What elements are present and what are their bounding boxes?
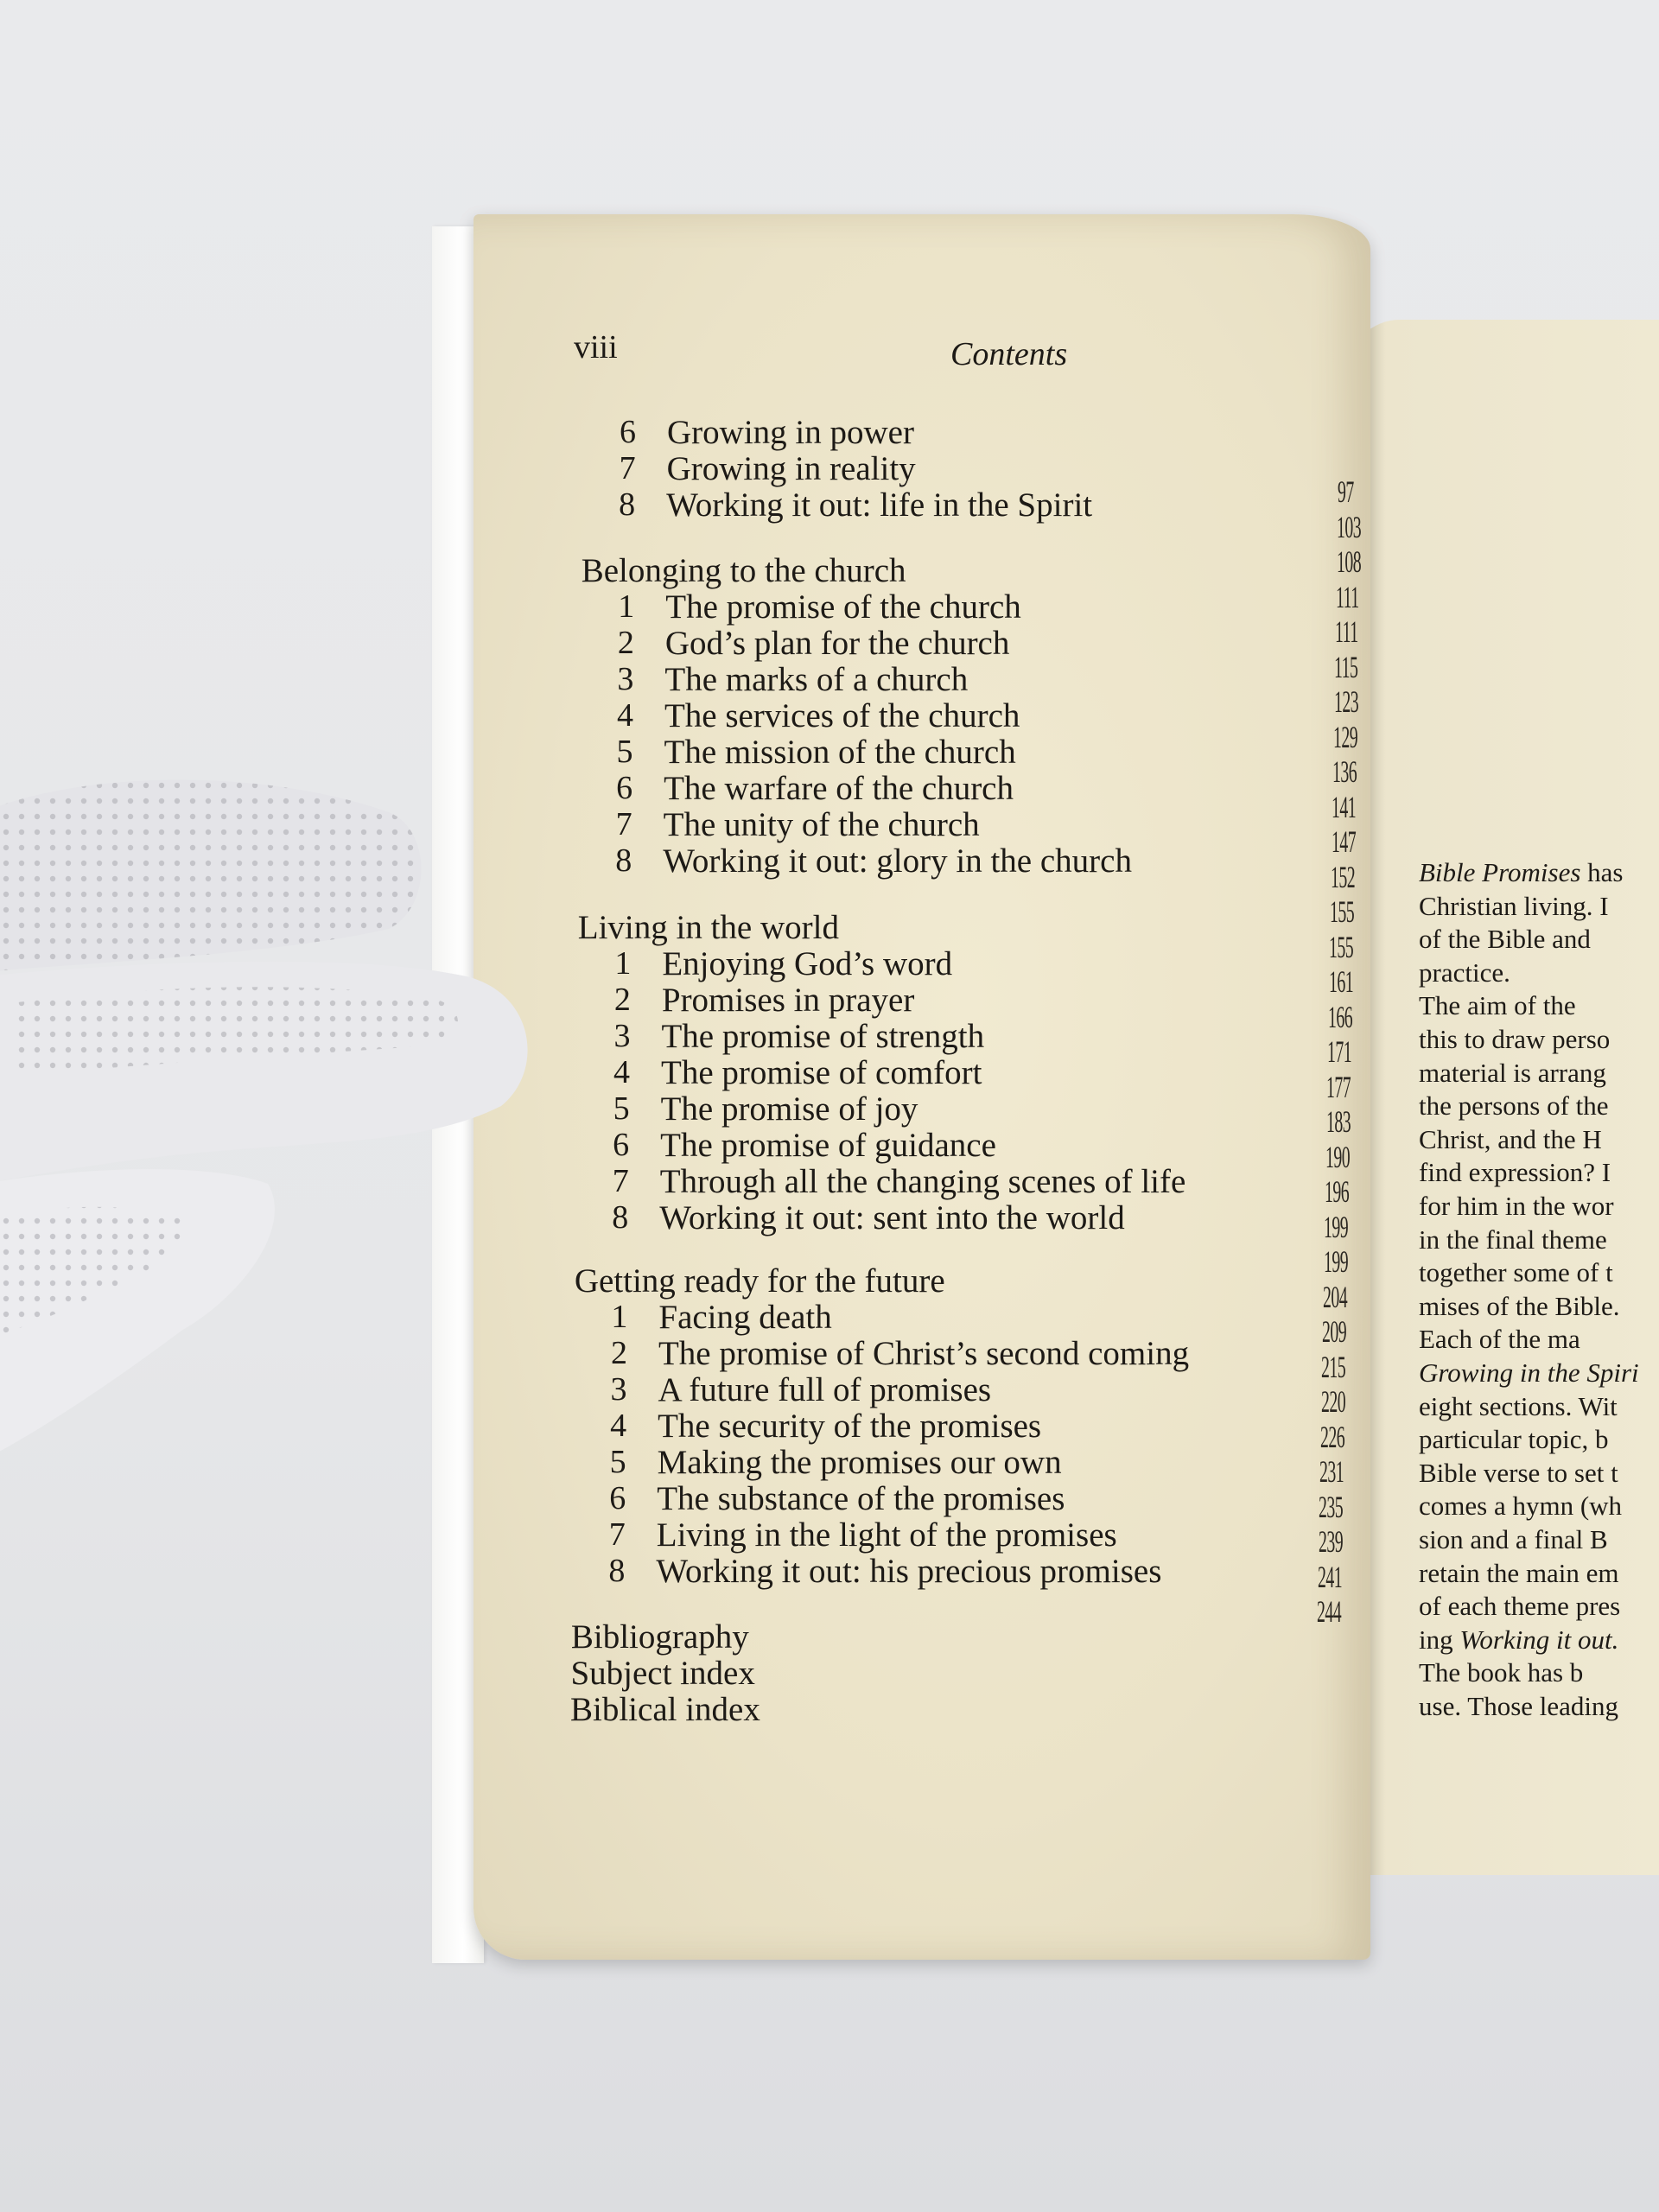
right-page-line: Bible verse to set t: [1419, 1457, 1618, 1488]
toc-page-number: 209: [1322, 1314, 1347, 1349]
toc-item-number: 6: [613, 1127, 630, 1163]
toc-item-title: The promise of comfort: [661, 1054, 982, 1091]
toc-page-number: 166: [1327, 999, 1352, 1034]
toc-item-number: 4: [613, 1054, 630, 1090]
toc-item-title: Working it out: sent into the world: [659, 1199, 1125, 1236]
toc-page-number: 123: [1333, 684, 1358, 719]
toc-page-number: 97: [1338, 474, 1354, 509]
toc-item-title: Growing in reality: [666, 450, 916, 487]
toc-item-number: 2: [610, 1335, 627, 1371]
toc-item-number: 7: [608, 1516, 626, 1553]
toc-item-number: 6: [609, 1480, 626, 1516]
toc-page-number: 115: [1334, 649, 1358, 684]
toc-item-number: 1: [614, 945, 632, 982]
right-page-line: of the Bible and: [1419, 924, 1591, 955]
toc-section-heading: Getting ready for the future: [574, 1262, 945, 1300]
toc-item-title: A future full of promises: [658, 1371, 992, 1408]
toc-item-number: 5: [609, 1444, 626, 1480]
toc-page-number: 199: [1323, 1244, 1348, 1279]
toc-item-title: The promise of the church: [665, 588, 1021, 626]
toc-page-number: 183: [1325, 1104, 1351, 1139]
right-page-line: of each theme pres: [1419, 1591, 1621, 1622]
right-page-line: The aim of the: [1419, 990, 1576, 1021]
toc-page-number: 235: [1319, 1489, 1344, 1524]
right-page-line: together some of t: [1419, 1257, 1613, 1288]
toc-page-number: 231: [1319, 1454, 1344, 1489]
toc-page-number: 177: [1326, 1069, 1351, 1104]
toc-item-number: 1: [611, 1299, 628, 1335]
toc-item-number: 3: [613, 1018, 631, 1054]
right-page-line: for him in the wor: [1419, 1191, 1614, 1221]
right-page-line: find expression? I: [1419, 1157, 1611, 1188]
toc-section-heading: Bibliography: [570, 1618, 749, 1656]
toc-page-number: 196: [1325, 1174, 1350, 1209]
toc-page-number: 147: [1331, 824, 1356, 859]
toc-page-number: 136: [1332, 754, 1357, 789]
toc-item-number: 8: [619, 486, 636, 523]
right-page-line: in the final theme: [1419, 1224, 1607, 1255]
toc-page-number: 129: [1332, 719, 1357, 754]
toc-item-number: 6: [616, 770, 633, 806]
toc-page-number: 190: [1325, 1139, 1350, 1174]
toc-item-title: Making the promises our own: [657, 1444, 1062, 1481]
toc-page-number: 215: [1321, 1349, 1346, 1384]
toc-page-number: 141: [1332, 789, 1357, 824]
toc-section-heading: Belonging to the church: [581, 552, 906, 589]
toc-section-heading: Subject index: [570, 1655, 755, 1692]
toc-item-title: The security of the promises: [658, 1408, 1042, 1445]
right-page-line: Each of the ma: [1419, 1324, 1580, 1355]
running-page-number: viii: [574, 329, 618, 365]
right-page-line: use. Those leading: [1419, 1691, 1619, 1721]
toc-item-number: 5: [616, 734, 633, 770]
toc-page-number: 199: [1324, 1209, 1349, 1244]
right-page-line: particular topic, b: [1419, 1424, 1609, 1455]
running-title: Contents: [950, 336, 1068, 372]
toc-page-number: 155: [1329, 929, 1354, 964]
toc-item-number: 7: [612, 1163, 629, 1199]
toc-item-title: Working it out: glory in the church: [663, 842, 1132, 880]
right-page-line: material is arrang: [1419, 1057, 1606, 1088]
toc-page-number: 171: [1327, 1034, 1352, 1069]
toc-item-number: 1: [618, 588, 635, 625]
toc-item-title: The services of the church: [664, 697, 1020, 734]
toc-page-number: 111: [1335, 614, 1358, 649]
toc-item-number: 7: [619, 450, 636, 486]
toc-item-title: Promises in prayer: [661, 982, 915, 1019]
toc-page-number: 226: [1319, 1419, 1344, 1454]
toc-item-number: 8: [608, 1553, 626, 1589]
toc-item-number: 8: [615, 842, 632, 879]
toc-item-title: The substance of the promises: [657, 1480, 1065, 1517]
toc-page-number: 108: [1336, 544, 1361, 579]
toc-item-number: 4: [610, 1408, 627, 1444]
toc-page-number: 241: [1317, 1559, 1342, 1594]
toc-section-heading: Biblical index: [570, 1691, 760, 1728]
toc-item-number: 3: [610, 1371, 627, 1408]
right-page-line: this to draw perso: [1419, 1024, 1611, 1054]
toc-item-title: Working it out: life in the Spirit: [666, 486, 1093, 524]
toc-page-number: 111: [1335, 579, 1359, 614]
right-page-line: eight sections. Wit: [1419, 1390, 1618, 1421]
toc-item-title: The promise of guidance: [660, 1127, 996, 1164]
toc-item-number: 2: [613, 982, 631, 1018]
right-page-line: mises of the Bible.: [1419, 1290, 1620, 1321]
toc-item-number: 7: [615, 806, 632, 842]
right-page-line: ing Working it out.: [1419, 1624, 1619, 1655]
toc-page-number: 220: [1320, 1384, 1345, 1419]
toc-page-number: 161: [1328, 964, 1353, 999]
toc-item-number: 3: [617, 661, 634, 697]
toc-item-number: 2: [617, 625, 634, 661]
toc-item-number: 4: [616, 697, 633, 734]
toc-item-title: The promise of joy: [660, 1090, 918, 1128]
toc-item-number: 8: [612, 1199, 629, 1236]
toc-item-title: The warfare of the church: [664, 770, 1014, 807]
toc-item-title: Working it out: his precious promises: [656, 1553, 1162, 1590]
right-page-line: the persons of the: [1419, 1090, 1609, 1122]
toc-item-title: Living in the light of the promises: [656, 1516, 1117, 1554]
toc-page-number: 239: [1318, 1524, 1343, 1559]
toc-item-number: 6: [620, 414, 636, 450]
right-page-line: Christian living. I: [1419, 890, 1609, 921]
right-page-line: Growing in the Spiri: [1419, 1357, 1639, 1388]
right-page-line: The book has b: [1419, 1657, 1584, 1688]
right-page-line: sion and a final B: [1419, 1524, 1608, 1554]
toc-item-title: The promise of strength: [661, 1018, 985, 1055]
right-page-line: comes a hymn (wh: [1419, 1491, 1623, 1522]
toc-item-title: The promise of Christ’s second coming: [658, 1335, 1190, 1372]
right-page-line: Christ, and the H: [1419, 1123, 1602, 1154]
toc-section-heading: Living in the world: [577, 909, 839, 946]
right-page-line: Bible Promises has: [1419, 857, 1624, 887]
toc-page-number: 152: [1330, 859, 1355, 894]
toc-page-number: 204: [1322, 1279, 1347, 1314]
toc-item-title: Enjoying God’s word: [662, 945, 953, 982]
toc-item-title: Facing death: [658, 1299, 832, 1336]
toc-item-title: Through all the changing scenes of life: [659, 1163, 1186, 1200]
toc-item-title: God’s plan for the church: [664, 625, 1010, 662]
right-page-line: practice.: [1419, 957, 1510, 988]
right-page-line: retain the main em: [1419, 1557, 1619, 1588]
toc-item-title: The marks of a church: [664, 661, 969, 698]
toc-item-title: The unity of the church: [663, 806, 980, 843]
toc-item-title: Growing in power: [667, 414, 914, 451]
toc-item-number: 5: [613, 1090, 630, 1127]
toc-page-number: 155: [1330, 894, 1355, 929]
toc-page-number: 244: [1317, 1594, 1342, 1629]
toc-page-number: 103: [1337, 509, 1362, 544]
toc-item-title: The mission of the church: [664, 734, 1016, 771]
